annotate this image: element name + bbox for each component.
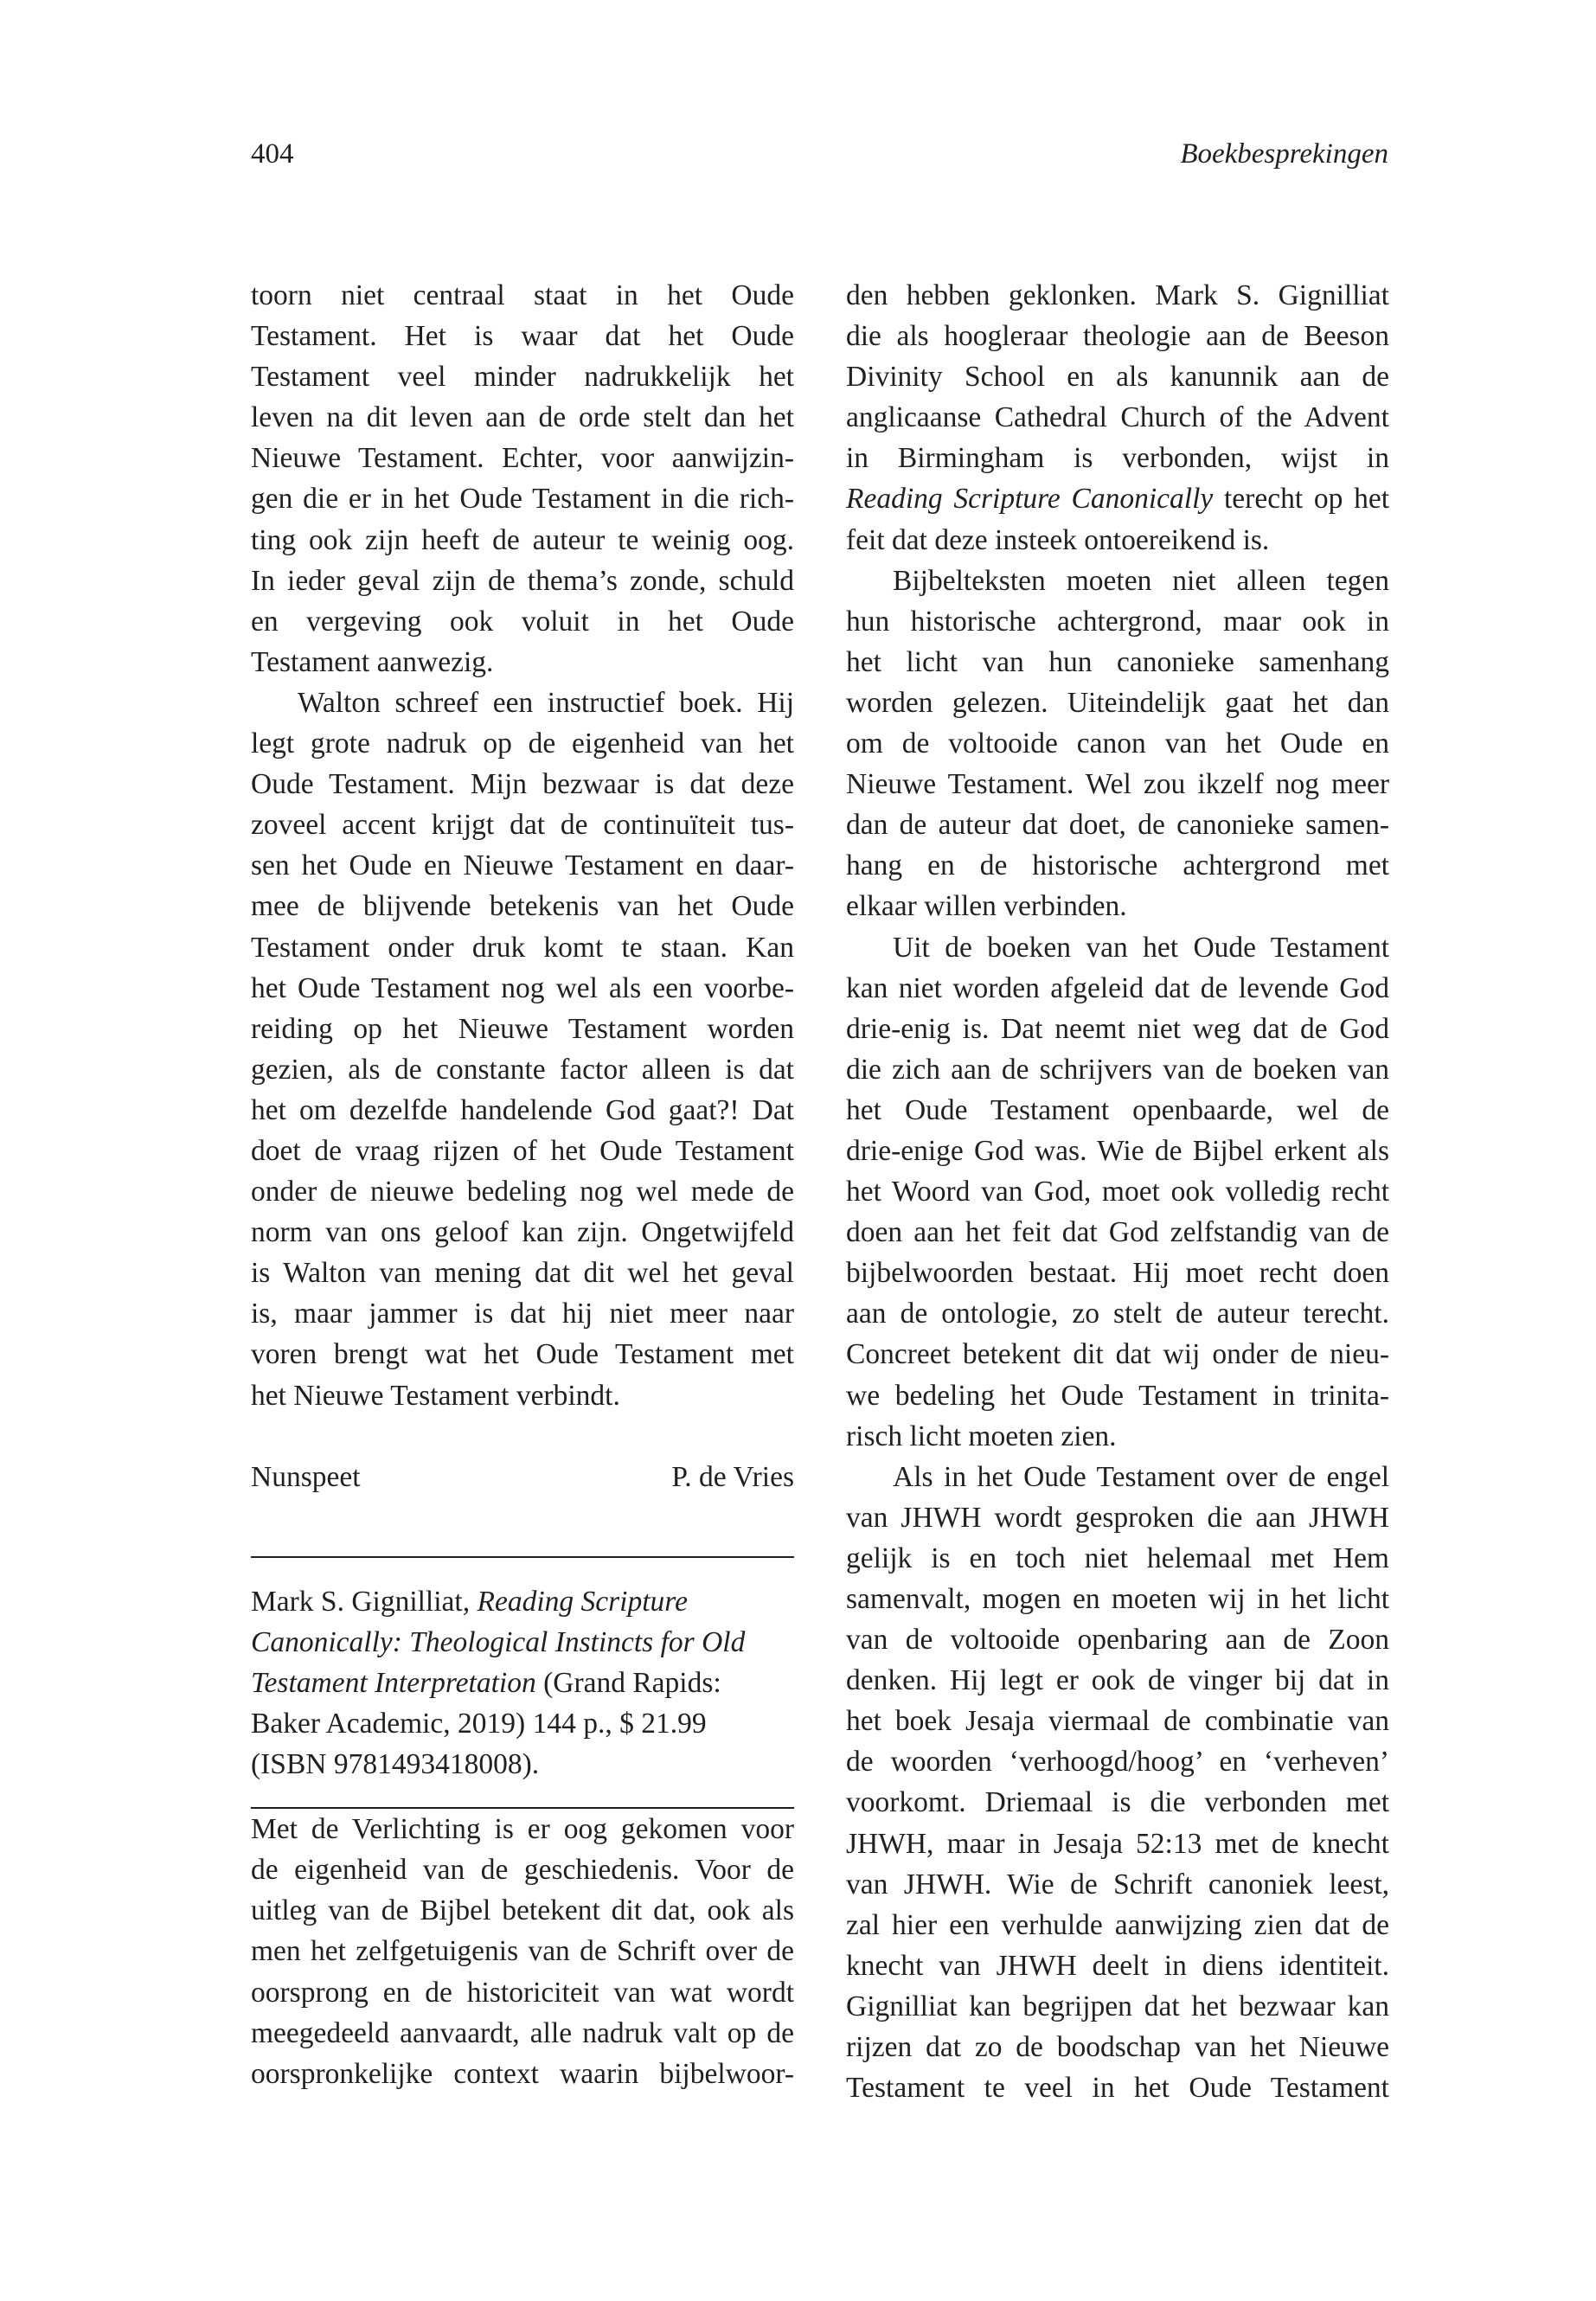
text-line: Gignilliat kan begrijpen dat het bezwaar kan	[846, 1990, 1389, 2022]
citation-line	[251, 1581, 794, 1622]
citation-title: Reading Scripture	[477, 1585, 688, 1618]
text-line: Testament onder druk komt te staan. Kan	[251, 931, 794, 964]
text-line: die als hoogleraar theologie aan de Beeson	[846, 320, 1389, 353]
text-line: Walton schreef een instructief boek. Hij	[298, 686, 794, 719]
text-line: dan de auteur dat doet, de canonieke samen-	[846, 809, 1389, 842]
text-line: Nieuwe Testament. Wel zou ikzelf nog meer	[846, 768, 1389, 801]
text-line: drie-enige God was. Wie de Bijbel erkent als	[846, 1134, 1389, 1167]
text-line: norm van ons geloof kan zijn. Ongetwijfeld	[251, 1216, 794, 1249]
text-line: meegedeeld aanvaardt, alle nadruk valt op de	[251, 2016, 794, 2049]
text-line: Uit de boeken van het Oude Testament	[893, 931, 1389, 964]
text-line: legt grote nadruk op de eigenheid van het	[251, 727, 794, 760]
text-line: feit dat deze insteek ontoereikend is.	[846, 523, 1270, 556]
text-line: elkaar willen verbinden.	[846, 890, 1127, 923]
text-line: Bijbelteksten moeten niet alleen tegen	[893, 564, 1389, 597]
text-line: van JHWH wordt gesproken die aan JHWH	[846, 1501, 1389, 1534]
text-line: uitleg van de Bijbel betekent dit dat, ook als	[251, 1894, 794, 1927]
text-line: mee de blijvende betekenis van het Oude	[251, 890, 794, 923]
book-title-italic: Reading Scripture Canonically	[846, 483, 1214, 516]
paragraph	[251, 1809, 794, 2094]
text-line: voren brengt wat het Oude Testament met	[251, 1338, 794, 1371]
text-line: het om dezelfde handelende God gaat?! Dat	[251, 1093, 794, 1126]
text-line: Met de Verlichting is er oog gekomen voor	[251, 1813, 794, 1846]
text-line: om de voltooide canon van het Oude en	[846, 727, 1389, 760]
text-line: den hebben geklonken. Mark S. Gignilliat	[846, 279, 1389, 311]
text-line: toorn niet centraal staat in het Oude	[251, 279, 794, 311]
text-line: oorsprong en de historiciteit van wat wordt	[251, 1976, 794, 2009]
text-line: risch licht moeten zien.	[846, 1420, 1117, 1452]
text-line: reiding op het Nieuwe Testament worden	[251, 1012, 794, 1045]
text-line: drie-enig is. Dat neemt niet weg dat de God	[846, 1012, 1389, 1045]
text-line: we bedeling het Oude Testament in trinita-	[846, 1379, 1389, 1412]
text-line	[846, 478, 1389, 519]
paragraph	[846, 927, 1389, 1457]
text-line: het licht van hun canonieke samenhang	[846, 645, 1389, 678]
text-line: worden gelezen. Uiteindelijk gaat het dan	[846, 686, 1389, 719]
right-column	[846, 275, 1389, 2108]
text-line: Concreet betekent dit dat wij onder de nieu-	[846, 1338, 1389, 1371]
text-line: denken. Hij legt er ook de vinger bij dat in	[846, 1664, 1389, 1697]
text-line: zoveel accent krijgt dat de continuïteit tus-	[251, 809, 794, 842]
text-line: knecht van JHWH deelt in diens identiteit.	[846, 1949, 1389, 1982]
text-line: het boek Jesaja viermaal de combinatie van	[846, 1705, 1389, 1738]
text-line: de eigenheid van de geschiedenis. Voor de	[251, 1854, 794, 1887]
paragraph	[846, 561, 1389, 927]
text-line: het Oude Testament openbaarde, wel de	[846, 1093, 1389, 1126]
review-signature	[251, 1457, 794, 1497]
text-line: rijzen dat zo de boodschap van het Nieuwe	[846, 2031, 1389, 2064]
text-line: gelijk is en toch niet helemaal met Hem	[846, 1541, 1389, 1574]
citation-author: Mark S. Gignilliat	[251, 1585, 463, 1618]
text-line: JHWH, maar in Jesaja 52:13 met de knecht	[846, 1827, 1389, 1860]
text-line: doen aan het feit dat God zelfstandig van de	[846, 1216, 1389, 1249]
text-line: gezien, als de constante factor alleen is dat	[251, 1053, 794, 1086]
text-line: hang en de historische achtergrond met	[846, 849, 1389, 882]
citation-comma: ,	[462, 1585, 471, 1618]
text-line: Divinity School en als kanunnik aan de	[846, 361, 1389, 394]
paragraph	[846, 1457, 1389, 2109]
text-line: doet de vraag rijzen of het Oude Testament	[251, 1134, 794, 1167]
text-line: samenvalt, mogen en moeten wij in het licht	[846, 1583, 1389, 1615]
paragraph	[251, 683, 794, 1416]
text-line: Nieuwe Testament. Echter, voor aanwijzin-	[251, 442, 794, 475]
text-line: de woorden ‘verhoogd/hoog’ en ‘verheven’	[846, 1746, 1389, 1779]
signature-place: Nunspeet	[251, 1460, 361, 1493]
citation-title: Canonically: Theological Instincts for Old	[251, 1625, 746, 1658]
text-line: Testament te veel in het Oude Testament	[846, 2072, 1389, 2105]
text-line: bijbelwoorden bestaat. Hij moet recht doen	[846, 1257, 1389, 1290]
paragraph-continued	[846, 275, 1389, 561]
book-citation	[251, 1581, 794, 1785]
text-line: Als in het Oude Testament over de engel	[893, 1460, 1389, 1493]
text-line: In ieder geval zijn de thema’s zonde, schuld	[251, 564, 794, 597]
text-line: het Woord van God, moet ook volledig recht	[846, 1176, 1389, 1208]
citation-publisher: Baker Academic, 2019) 144 p., $ 21.99	[251, 1708, 707, 1740]
text-line: anglicaanse Cathedral Church of the Advent	[846, 401, 1389, 434]
text-line: kan niet worden afgeleid dat de levende God	[846, 971, 1389, 1004]
text-line: gen die er in het Oude Testament in die rich-	[251, 483, 794, 516]
text-line: in Birmingham is verbonden, wijst in	[846, 442, 1389, 475]
page-number: 404	[251, 138, 294, 170]
text-line: Testament veel minder nadrukkelijk het	[251, 361, 794, 394]
text-line: leven na dit leven aan de orde stelt dan het	[251, 401, 794, 434]
left-column	[251, 275, 794, 2094]
paragraph-continued	[251, 275, 794, 683]
citation-title: Testament Interpretation	[251, 1666, 536, 1699]
text-line: van de voltooide openbaring aan de Zoon	[846, 1624, 1389, 1657]
divider-top	[251, 1556, 794, 1558]
text-line: en vergeving ook voluit in het Oude	[251, 605, 794, 638]
text-line: zal hier een verhulde aanwijzing zien dat de	[846, 1908, 1389, 1941]
citation-publisher: (Grand Rapids:	[543, 1666, 721, 1699]
text-line: van JHWH. Wie de Schrift canoniek leest,	[846, 1868, 1389, 1900]
text-line: ting ook zijn heeft de auteur te weinig oog.	[251, 523, 794, 556]
text-line: is Walton van mening dat dit wel het geval	[251, 1257, 794, 1290]
running-head	[251, 138, 1388, 190]
text-line: het Oude Testament nog wel als een voorbe-	[251, 971, 794, 1004]
text-line: het Nieuwe Testament verbindt.	[251, 1379, 620, 1412]
text-line: onder de nieuwe bedeling nog wel mede de	[251, 1176, 794, 1208]
text-line: die zich aan de schrijvers van de boeken van	[846, 1053, 1389, 1086]
section-title: Boekbesprekingen	[1180, 138, 1388, 170]
text-line: sen het Oude en Nieuwe Testament en daar-	[251, 849, 794, 882]
text-line: men het zelfgetuigenis van de Schrift over de	[251, 1935, 794, 1968]
text-line: hun historische achtergrond, maar ook in	[846, 605, 1389, 638]
text-line: aan de ontologie, zo stelt de auteur terecht.	[846, 1298, 1389, 1330]
citation-line	[251, 1663, 794, 1703]
text-line: Testament. Het is waar dat het Oude	[251, 320, 794, 353]
text-line: is, maar jammer is dat hij niet meer naar	[251, 1298, 794, 1330]
text-line: Oude Testament. Mijn bezwaar is dat deze	[251, 768, 794, 801]
text-fragment: terecht op het	[1213, 483, 1390, 516]
text-line: oorspronkelijke context waarin bijbelwoor-	[251, 2057, 794, 2090]
text-line: voorkomt. Driemaal is die verbonden met	[846, 1786, 1389, 1819]
signature-author: P. de Vries	[671, 1460, 794, 1493]
citation-isbn: (ISBN 9781493418008).	[251, 1748, 540, 1781]
text-line: Testament aanwezig.	[251, 645, 494, 678]
